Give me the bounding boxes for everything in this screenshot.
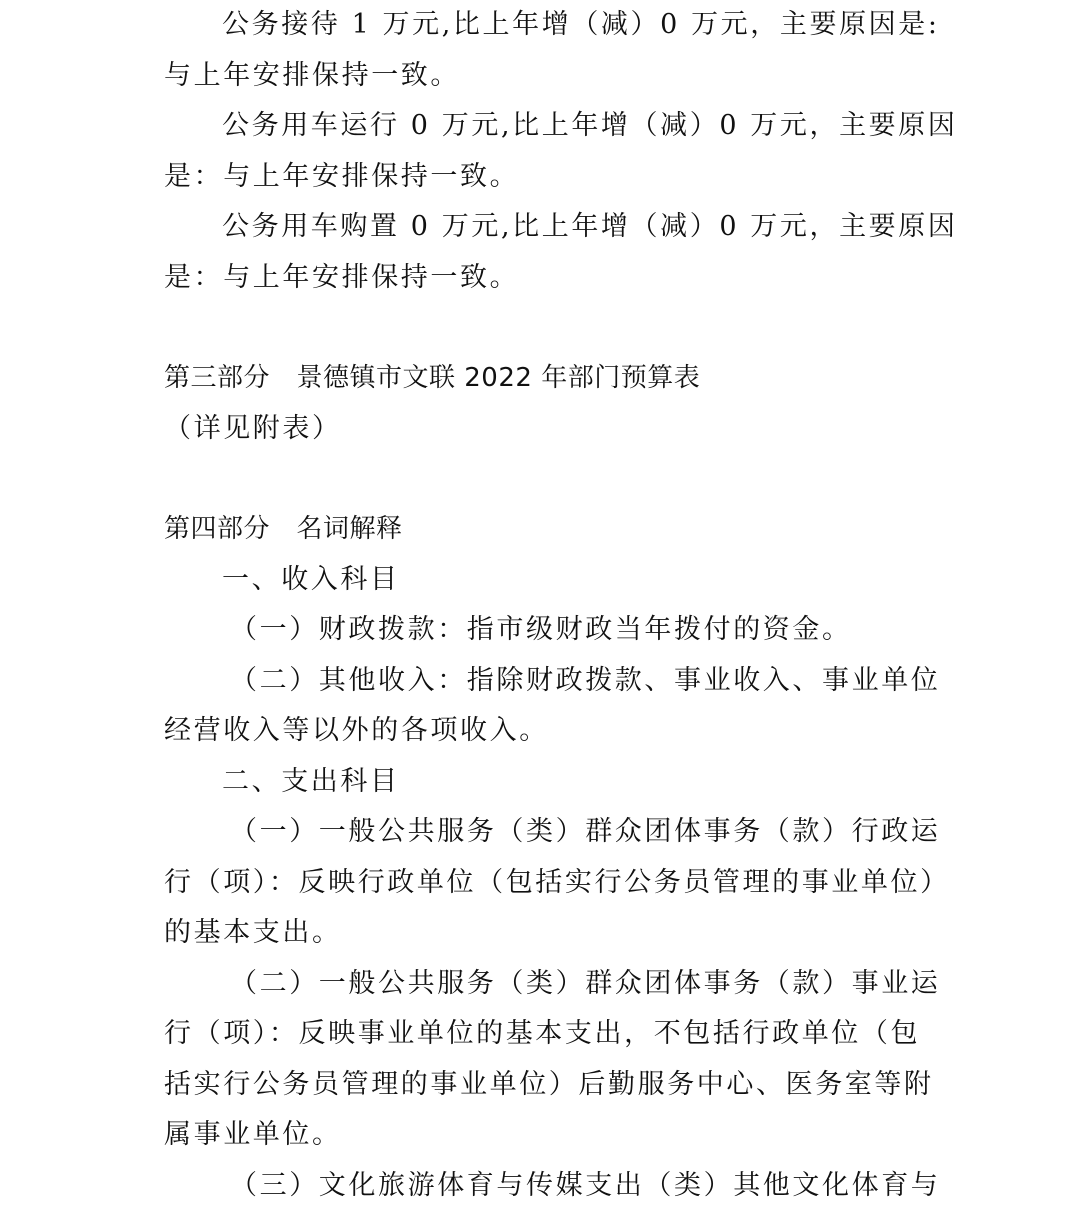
paragraph-vehicle-operation-line-2: 是：与上年安排保持一致。 bbox=[164, 152, 914, 203]
part-three-note: （详见附表） bbox=[164, 404, 914, 455]
paragraph-reception-line-2: 与上年安排保持一致。 bbox=[164, 51, 914, 102]
expenditure-item-2-line-2: 行（项）：反映事业单位的基本支出，不包括行政单位（包 bbox=[164, 1009, 914, 1060]
income-item-2-line-1: （二）其他收入：指除财政拨款、事业收入、事业单位 bbox=[164, 656, 914, 707]
paragraph-reception-line-1: 公务接待 1 万元,比上年增（减）0 万元，主要原因是: bbox=[164, 0, 914, 51]
part-three-heading: 第三部分 景德镇市文联 2022 年部门预算表 bbox=[164, 353, 914, 404]
section-spacer bbox=[164, 303, 914, 353]
expenditure-item-2-line-4: 属事业单位。 bbox=[164, 1110, 914, 1161]
part-four-heading: 第四部分 名词解释 bbox=[164, 504, 914, 555]
expenditure-item-3-line-1: （三）文化旅游体育与传媒支出（类）其他文化体育与 bbox=[164, 1161, 914, 1211]
paragraph-vehicle-purchase-line-1: 公务用车购置 0 万元,比上年增（减）0 万元，主要原因 bbox=[164, 202, 914, 253]
paragraph-vehicle-operation-line-1: 公务用车运行 0 万元,比上年增（减）0 万元，主要原因 bbox=[164, 101, 914, 152]
expenditure-item-2-line-3: 括实行公务员管理的事业单位）后勤服务中心、医务室等附 bbox=[164, 1060, 914, 1111]
expenditure-item-1-line-2: 行（项）：反映行政单位（包括实行公务员管理的事业单位） bbox=[164, 858, 914, 909]
income-item-1: （一）财政拨款：指市级财政当年拨付的资金。 bbox=[164, 605, 914, 656]
section-income-title: 一、收入科目 bbox=[164, 555, 914, 606]
expenditure-item-1-line-3: 的基本支出。 bbox=[164, 908, 914, 959]
paragraph-vehicle-purchase-line-2: 是：与上年安排保持一致。 bbox=[164, 253, 914, 304]
section-expenditure-title: 二、支出科目 bbox=[164, 757, 914, 808]
income-item-2-line-2: 经营收入等以外的各项收入。 bbox=[164, 706, 914, 757]
expenditure-item-2-line-1: （二）一般公共服务（类）群众团体事务（款）事业运 bbox=[164, 959, 914, 1010]
expenditure-item-1-line-1: （一）一般公共服务（类）群众团体事务（款）行政运 bbox=[164, 807, 914, 858]
document-page bbox=[164, 0, 914, 1211]
section-spacer bbox=[164, 454, 914, 504]
